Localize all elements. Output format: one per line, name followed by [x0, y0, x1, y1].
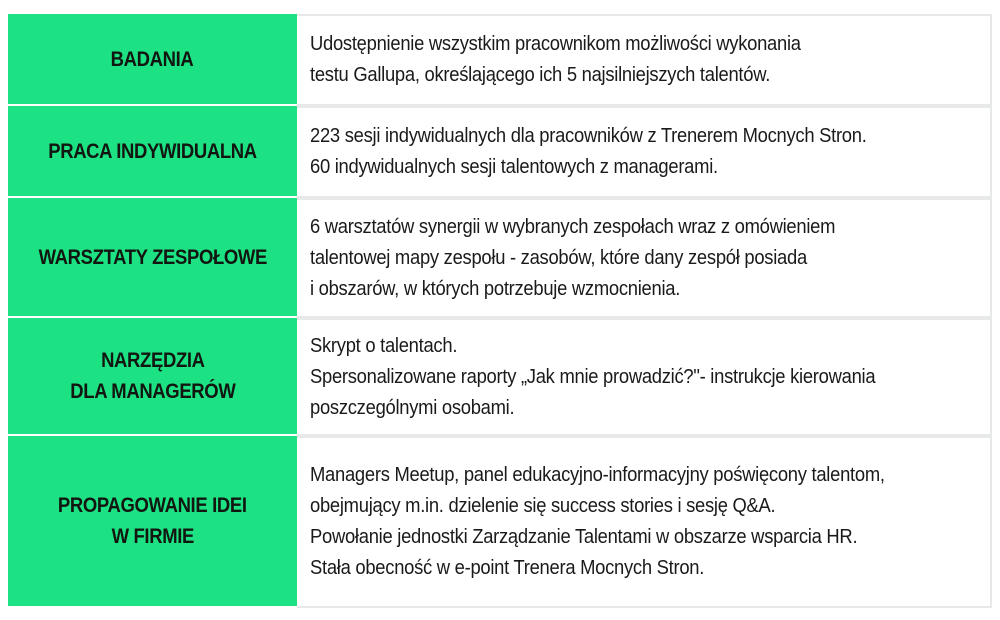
row-label-praca-indywidualna: [8, 106, 297, 198]
row-label-line: DLA MANAGERÓW: [69, 380, 236, 403]
row-label-line: W FIRMIE: [111, 525, 194, 548]
row-content-line: Powołanie jednostki Zarządzanie Talentami w obszarze wsparcia HR.: [310, 526, 858, 548]
row-label-line: NARZĘDZIA: [100, 349, 205, 372]
row-label-warsztaty-zespolowe: [8, 198, 297, 318]
row-label-line: PROPAGOWANIE IDEI: [58, 494, 247, 517]
row-label-line: PRACA INDYWIDUALNA: [48, 139, 257, 163]
row-content-warsztaty-zespolowe: [297, 198, 992, 318]
initiatives-table: [8, 14, 992, 608]
row-label-line: WARSZTATY ZESPOŁOWE: [38, 245, 267, 269]
row-content-line: obejmujący m.in. dzielenie się success stories i sesję Q&A.: [310, 495, 776, 517]
row-content-line: Udostępnienie wszystkim pracownikom możliwości wykonania: [310, 33, 801, 55]
row-content-line: 60 indywidualnych sesji talentowych z managerami.: [310, 156, 718, 178]
row-label-propagowanie-idei: [8, 436, 297, 608]
row-content-narzedzia-dla-managerow: [297, 318, 992, 436]
row-content-line: Stała obecność w e-point Trenera Mocnych Stron.: [310, 557, 705, 579]
row-content-line: Skrypt o talentach.: [310, 334, 458, 357]
row-label-line: BADANIA: [111, 47, 194, 71]
row-content-badania: [297, 14, 992, 106]
row-content-line: talentowej mapy zespołu - zasobów, które dany zespół posiada: [310, 246, 807, 269]
row-content-line: poszczególnymi osobami.: [310, 396, 515, 419]
row-content-line: testu Gallupa, określającego ich 5 najsilniejszych talentów.: [310, 64, 771, 86]
row-content-line: Managers Meetup, panel edukacyjno-informacyjny poświęcony talentom,: [310, 464, 885, 486]
row-content-propagowanie-idei: [297, 436, 992, 608]
row-label-badania: [8, 14, 297, 106]
row-content-line: 6 warsztatów synergii w wybranych zespołach wraz z omówieniem: [310, 215, 836, 238]
row-content-line: i obszarów, w których potrzebuje wzmocnienia.: [310, 277, 681, 300]
row-content-line: Spersonalizowane raporty „Jak mnie prowadzić?"- instrukcje kierowania: [310, 365, 876, 388]
row-label-narzedzia-dla-managerow: [8, 318, 297, 436]
row-content-line: 223 sesji indywidualnych dla pracowników z Trenerem Mocnych Stron.: [310, 125, 867, 147]
row-content-praca-indywidualna: [297, 106, 992, 198]
